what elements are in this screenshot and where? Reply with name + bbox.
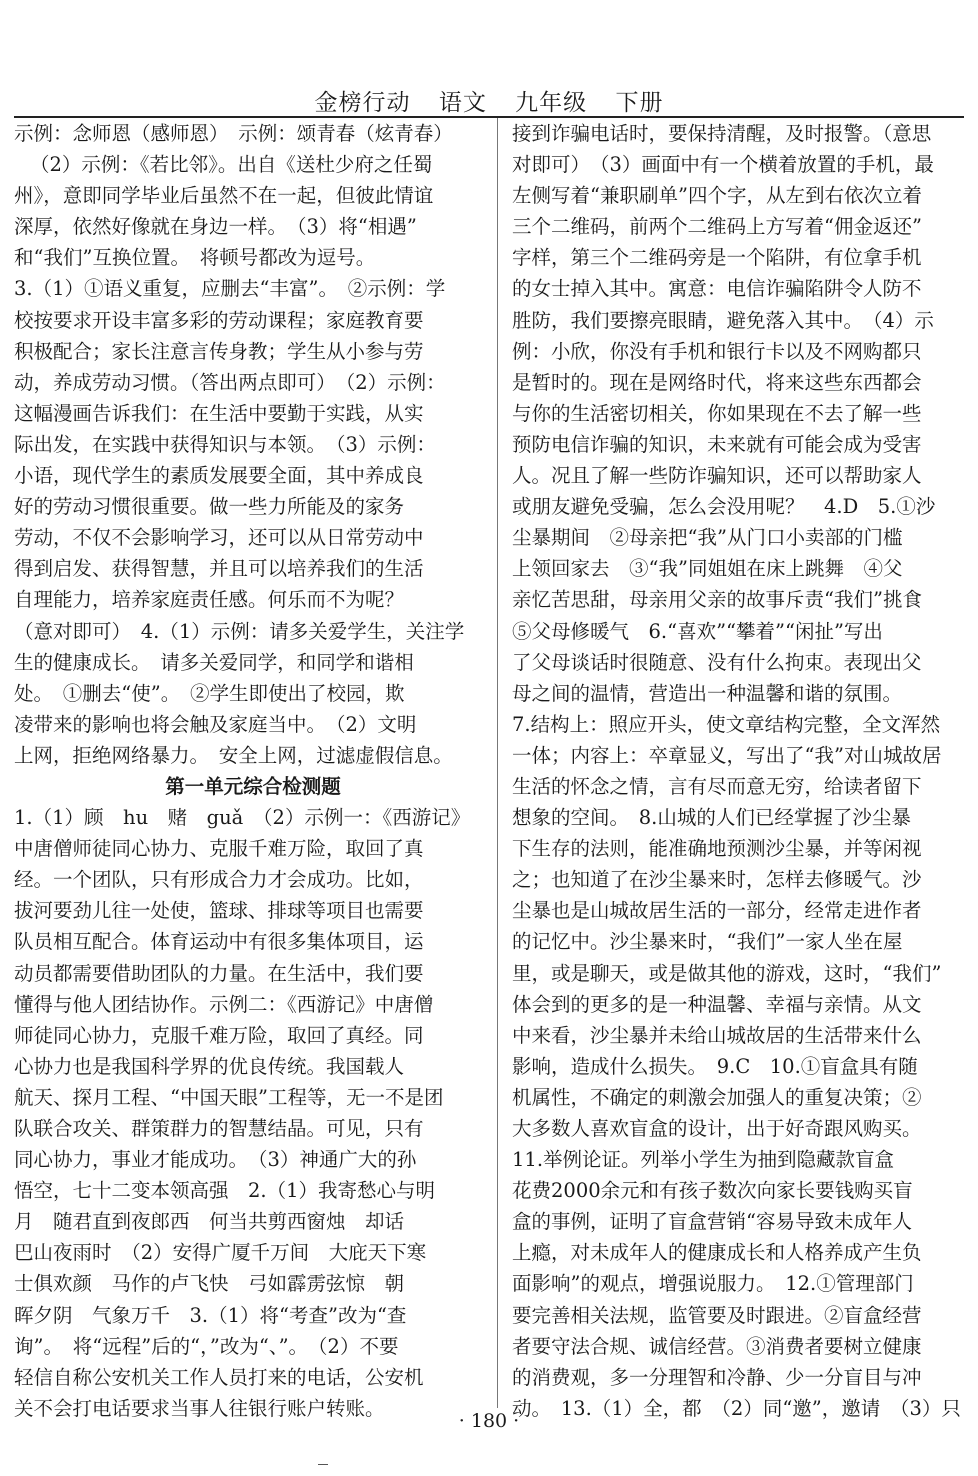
text-line: 是暂时的。现在是网络时代，将来这些东西都会	[512, 370, 922, 394]
left-column	[14, 118, 492, 1424]
text-line: 示例：念师恩（感师恩） 示例：颂青春（炫青春）	[14, 122, 453, 145]
text-line: 盒的事例，证明了盲盒营销“容易导致未成年人	[512, 1210, 912, 1234]
text-line: 晖夕阴 气象万千 3.（1）将“考查”改为“查	[14, 1303, 407, 1327]
text-line: 3.（1）①语义重复，应删去“丰富”。 ②示例：学	[14, 277, 446, 301]
text-line: 航天、探月工程、“中国天眼”工程等，无一不是团	[14, 1085, 444, 1109]
text-line: 校按要求开设丰富多彩的劳动课程；家庭教育要	[14, 308, 424, 332]
text-line: 州》，意即同学毕业后虽然不在一起，但彼此情谊	[14, 184, 434, 208]
text-line: 和“我们”互换位置。 将顿号都改为逗号。	[14, 246, 376, 270]
text-line: 积极配合；家长注意言传身教；学生从小参与劳	[14, 339, 424, 363]
text-line: 例：小欣，你没有手机和银行卡以及不网购都只	[512, 339, 922, 363]
text-line: 人。况且了解一些防诈骗知识，还可以帮助家人	[512, 464, 922, 488]
text-line: 生的健康成长。 请多关爱同学，和同学和谐相	[14, 650, 414, 674]
text-line: 亲忆苦思甜，母亲用父亲的故事斥责“我们”挑食	[512, 588, 922, 612]
text-line: 深厚，依然好像就在身边一样。 （3）将“相遇”	[14, 215, 417, 239]
text-line: 机属性，不确定的刺激会加强人的重复决策；②	[512, 1085, 922, 1109]
text-line: 处。 ①删去“使”。 ②学生即使出了校园，欺	[14, 681, 405, 705]
text-line: 轻信自称公安机关工作人员打来的电话，公安机	[14, 1365, 424, 1389]
text-line: 动，养成劳动习惯。（答出两点即可） （2）示例：	[14, 370, 446, 394]
text-line: 尘暴也是山城故居生活的一部分，经常走进作者	[512, 899, 922, 923]
text-line: 字样，第三个二维码旁是一个陷阱，有位拿手机	[512, 246, 922, 270]
text-line: 小语，现代学生的素质发展要全面，其中养成良	[14, 464, 424, 488]
text-line: 师徒同心协力，克服千难万险，取回了真经。同	[14, 1023, 424, 1047]
text-line: 经。一个团队，只有形成合力才会成功。比如，	[14, 868, 424, 892]
text-line: 队员相互配合。体育运动中有很多集体项目，运	[14, 930, 424, 954]
text-line: 11.举例论证。列举小学生为抽到隐藏款盲盒	[512, 1148, 895, 1172]
text-line: 劳动，不仅不会影响学习，还可以从日常劳动中	[14, 526, 424, 550]
text-line: 自理能力，培养家庭责任感。何乐而不为呢？	[14, 588, 405, 612]
text-line: 下生存的法则，能准确地预测沙尘暴，并等闲视	[512, 837, 922, 861]
header-subject: 语文	[438, 90, 487, 116]
text-line: （2）示例：《若比邻》。出自《送杜少府之任蜀	[30, 153, 433, 177]
text-line: ⑤父母修暖气 6.“喜欢”“攀着”“闲扯”写出	[512, 619, 883, 643]
header-volume: 下册	[615, 90, 664, 116]
text-line: 上网，拒绝网络暴力。 安全上网，过滤虚假信息。	[14, 743, 453, 767]
text-line: 的女士掉入其中。寓意：电信诈骗陷阱令人防不	[512, 277, 922, 301]
text-line: 动。 13.（1）全，都 （2）同“邀”，邀请 （3）只	[512, 1396, 961, 1420]
text-line: 上瘾，对未成年人的健康成长和人格养成产生负	[512, 1241, 922, 1265]
text-line: 同心协力，事业才能成功。 （3）神通广大的孙	[14, 1148, 417, 1172]
text-line: 花费2000余元和有孩子数次向家长要钱购买盲	[512, 1179, 913, 1203]
text-line: 一体；内容上：卒章显义，写出了“我”对山城故居	[512, 743, 942, 767]
text-line: 体会到的更多的是一种温馨、幸福与亲情。从文	[512, 992, 922, 1016]
bottom-mark	[318, 1464, 328, 1465]
text-line: 关不会打电话要求当事人往银行账户转账。	[14, 1396, 385, 1420]
text-line: 大多数人喜欢盲盒的设计，出于好奇跟风购买。	[512, 1117, 922, 1140]
text-line: 生活的怀念之情，言有尽而意无穷，给读者留下	[512, 774, 922, 798]
text-line: 的记忆中。沙尘暴来时，“我们”一家人坐在屋	[512, 930, 903, 954]
header-brand: 金榜行动	[314, 90, 411, 116]
text-line: 上领回家去 ③“我”同姐姐在床上跳舞 ④父	[512, 557, 903, 581]
text-line: 队联合攻关、群策群力的智慧结晶。可见，只有	[14, 1117, 424, 1140]
page-header	[0, 84, 978, 117]
page-number: · 180 ·	[458, 1410, 520, 1432]
text-line: 与你的生活密切相关，你如果现在不去了解一些	[512, 401, 922, 425]
text-line: 这幅漫画告诉我们：在生活中要勤于实践，从实	[14, 401, 424, 425]
text-line: 7.结构上：照应开头，使文章结构完整，全文浑然	[512, 712, 941, 736]
text-line: 中来看，沙尘暴并未给山城故居的生活带来什么	[512, 1023, 922, 1047]
header-grade: 九年级	[515, 90, 588, 116]
text-line: 之；也知道了在沙尘暴来时，怎样去修暖气。沙	[512, 868, 922, 892]
text-line: 懂得与他人团结协作。示例二：《西游记》中唐僧	[14, 992, 434, 1016]
text-line: 士俱欢颜 马作的卢飞快 弓如霹雳弦惊 朝	[14, 1272, 405, 1296]
text-line: 要完善相关法规，监管要及时跟进。②盲盒经营	[512, 1303, 922, 1327]
text-line: 对即可） （3）画面中有一个横着放置的手机，最	[512, 153, 934, 177]
text-line: 际出发，在实践中获得知识与本领。 （3）示例：	[14, 432, 436, 456]
text-line: 母之间的温情，营造出一种温馨和谐的氛围。	[512, 681, 903, 705]
text-line: 凌带来的影响也将会触及家庭当中。 （2）文明	[14, 712, 417, 736]
text-line: 询”。 将“远程”后的“，”改为“、”。 （2）不要	[14, 1334, 399, 1358]
text-line: （意对即可） 4.（1）示例：请多关爱学生，关注学	[14, 619, 465, 643]
text-line: 1.（1）顾 hu 赌 guǎ （2）示例一：《西游记》	[14, 806, 471, 830]
text-line: 心协力也是我国科学界的优良传统。我国载人	[14, 1054, 405, 1078]
text-line: 巴山夜雨时 （2）安得广厦千万间 大庇天下寒	[14, 1241, 427, 1265]
text-line: 预防电信诈骗的知识，未来就有可能会成为受害	[512, 432, 922, 456]
text-line: 动员都需要借助团队的力量。在生活中，我们要	[14, 961, 424, 985]
section-title: 第一单元综合检测题	[165, 774, 341, 798]
text-line: 里，或是聊天，或是做其他的游戏，这时，“我们”	[512, 961, 942, 985]
text-line: 影响，造成什么损失。 9.C 10.①盲盒具有随	[512, 1054, 918, 1078]
text-line: 接到诈骗电话时，要保持清醒，及时报警。（意思	[512, 122, 932, 145]
text-line: 中唐僧师徒同心协力、克服千难万险，取回了真	[14, 837, 424, 861]
text-line: 的消费观，多一分理智和冷静、少一分盲目与冲	[512, 1365, 922, 1389]
text-line: 了父母谈话时很随意、没有什么拘束。表现出父	[512, 650, 922, 674]
text-line: 尘暴期间 ②母亲把“我”从门口小卖部的门槛	[512, 526, 903, 550]
text-line: 三个二维码，前两个二维码上方写着“佣金返还”	[512, 215, 922, 239]
text-line: 月 随君直到夜郎西 何当共剪西窗烛 却话	[14, 1210, 405, 1234]
text-line: 面影响”的观点，增强说服力。 12.①管理部门	[512, 1272, 914, 1296]
text-line: 悟空，七十二变本领高强 2.（1）我寄愁心与明	[14, 1179, 436, 1203]
text-line: 好的劳动习惯很重要。做一些力所能及的家务	[14, 495, 405, 519]
column-divider	[497, 118, 498, 1408]
text-line: 想象的空间。 8.山城的人们已经掌握了沙尘暴	[512, 806, 911, 830]
text-line: 得到启发、获得智慧，并且可以培养我们的生活	[14, 557, 424, 581]
text-line: 者要守法合规、诚信经营。③消费者要树立健康	[512, 1334, 922, 1358]
text-line: 拔河要劲儿往一处使，篮球、排球等项目也需要	[14, 899, 424, 923]
text-line: 左侧写着“兼职刷单”四个字，从左到右依次立着	[512, 184, 922, 208]
text-line: 胜防，我们要擦亮眼睛，避免落入其中。 （4）示	[512, 308, 934, 332]
right-column	[512, 118, 978, 1424]
text-line: 或朋友避免受骗，怎么会没用呢？ 4.D 5.①沙	[512, 495, 936, 519]
